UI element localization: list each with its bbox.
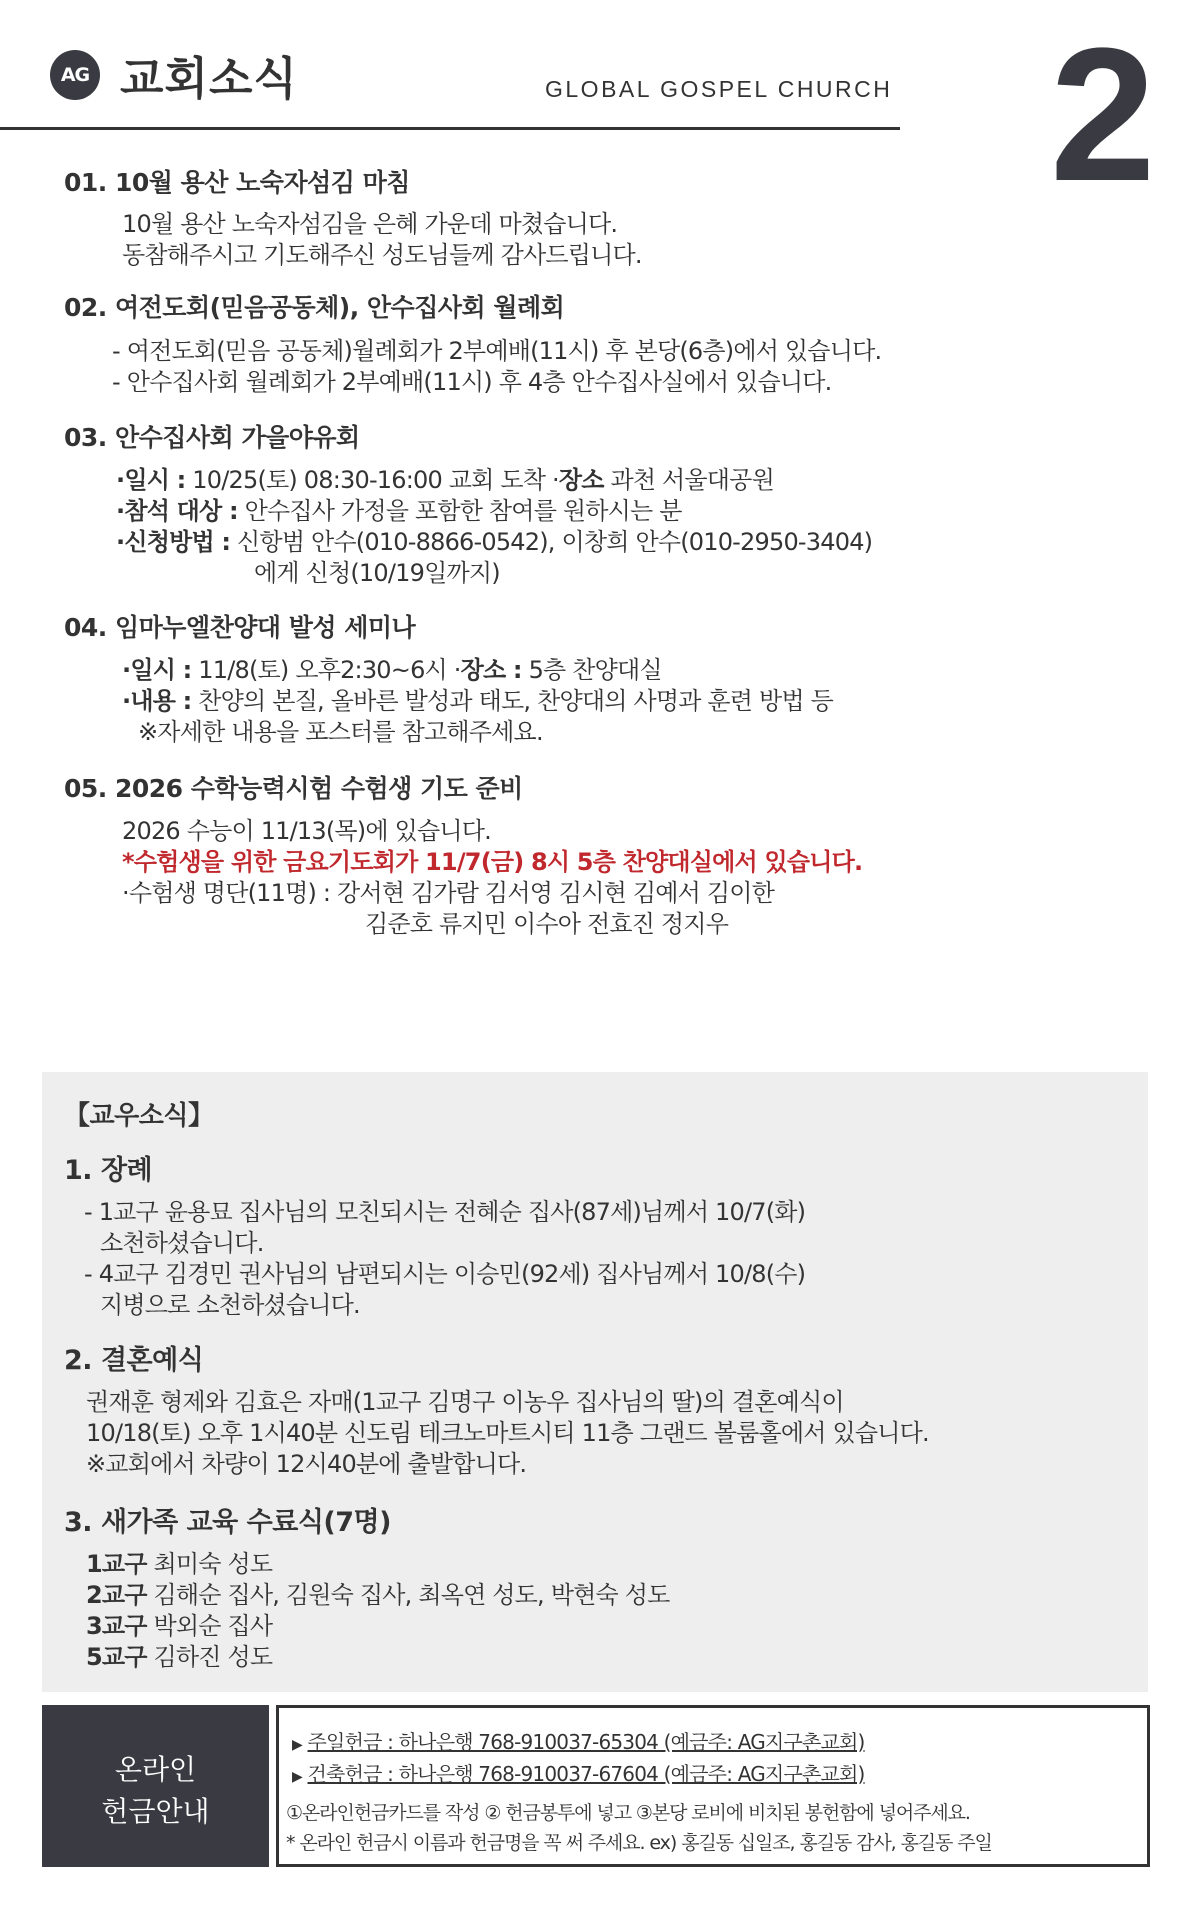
funeral-line-2: 소천하셨습니다. [100,1229,264,1257]
graduation-row-2-value: 김해순 집사, 김원숙 집사, 최옥연 성도, 박현숙 성도 [146,1581,670,1609]
page-number: 2 [1050,9,1156,221]
notice-3-apply-label: ·신청방법 : [116,528,231,556]
notice-4-place-label: 장소 : [460,656,522,684]
notice-3-schedule [116,460,774,495]
graduation-row-1 [86,1544,272,1579]
notice-4-note: ※자세한 내용을 포스터를 참고해주세요. [138,718,543,746]
notice-4-content-value: 찬양의 본질, 올바른 발성과 태도, 찬양대의 사명과 훈련 방법 등 [191,687,833,715]
offering-instructions: ①온라인헌금카드를 작성 ② 헌금봉투에 넣고 ③본당 로비에 비치된 봉헌함에 넣어주세요. [286,1802,970,1824]
church-logo: AG [50,50,100,100]
wedding-title: 2. 결혼예식 [64,1345,204,1376]
graduation-row-1-value: 최미숙 성도 [146,1550,273,1578]
notice-3-place-value: 과천 서울대공원 [603,466,774,494]
graduation-row-4-value: 김하진 성도 [146,1643,273,1671]
notice-1-line-1: 10월 용산 노숙자섬김을 은혜 가운데 마쳤습니다. [122,210,618,238]
online-offering-label-2: 헌금안내 [101,1795,210,1828]
notice-4-content [122,681,833,716]
notice-3-title: 03. 안수집사회 가을야유회 [64,423,360,452]
funeral-title: 1. 장례 [64,1155,153,1186]
notice-2-line-2: - 안수집사회 월례회가 2부예배(11시) 후 4층 안수집사실에서 있습니다. [112,368,832,396]
member-news-heading: 【교우소식】 [64,1101,214,1131]
sunday-offering-account [292,1726,865,1755]
wedding-line-1: 권재훈 형제와 김효은 자매(1교구 김명구 이농우 집사님의 딸)의 결혼예식이 [86,1388,844,1416]
notice-1-title: 01. 10월 용산 노숙자섬김 마침 [64,168,410,197]
graduation-row-4-label: 5교구 [86,1643,147,1671]
church-name: GLOBAL GOSPEL CHURCH [545,76,893,102]
header-divider [0,127,900,130]
notice-3-date-value: 10/25(토) 08:30-16:00 교회 도착 · [185,466,559,494]
notice-5-students: ·수험생 명단(11명) : 강서현 김가람 김서영 김시현 김예서 김이한 [122,879,775,907]
notice-2-line-1: - 여전도회(믿음 공동체)월례회가 2부예배(11시) 후 본당(6층)에서 있습니다. [112,337,882,365]
notice-4-date-value: 11/8(토) 오후2:30~6시 · [191,656,461,684]
arrow-right-icon: ▶ [292,1737,302,1753]
funeral-line-4: 지병으로 소천하셨습니다. [100,1291,360,1319]
notice-3-apply-value: 신항범 안수(010-8866-0542), 이창희 안수(010-2950-3404) [230,528,873,556]
funeral-line-1: - 1교구 윤용묘 집사님의 모친되시는 전혜순 집사(87세)님께서 10/7(화) [84,1198,806,1226]
notice-4-schedule [122,650,662,685]
graduation-row-1-label: 1교구 [86,1550,147,1578]
online-offering-label-box [42,1705,269,1867]
notice-5-students-cont: 김준호 류지민 이수아 전효진 정지우 [365,910,729,938]
notice-5-title: 05. 2026 수학능력시험 수험생 기도 준비 [64,774,523,803]
graduation-row-2-label: 2교구 [86,1581,147,1609]
arrow-right-icon: ▶ [292,1769,302,1785]
graduation-row-4 [86,1637,272,1672]
notice-3-target-label: ·참석 대상 : [116,497,238,525]
notice-3-target [116,491,682,526]
building-offering-text: 건축헌금 : 하나은행 768-910037-67604 (예금주: AG지구촌교회) [307,1762,865,1786]
offering-name-note: * 온라인 헌금시 이름과 헌금명을 꼭 써 주세요. ex) 홍길동 십일조, 홍길동 감사, 홍길동 주일 [286,1832,992,1854]
sunday-offering-text: 주일헌금 : 하나은행 768-910037-65304 (예금주: AG지구촌교회) [307,1730,865,1754]
graduation-row-3-value: 박외순 집사 [146,1612,273,1640]
graduation-row-3 [86,1606,272,1641]
graduation-row-2 [86,1575,669,1610]
notice-3-apply-cont: 에게 신청(10/19일까지) [254,559,500,587]
notice-5-prayer-note: *수험생을 위한 금요기도회가 11/7(금) 8시 5층 찬양대실에서 있습니다. [122,848,863,876]
notice-3-apply [116,522,872,557]
wedding-line-3: ※교회에서 차량이 12시40분에 출발합니다. [86,1450,527,1478]
page-title: 교회소식 [120,52,298,105]
notice-5-line-1: 2026 수능이 11/13(목)에 있습니다. [122,817,491,845]
funeral-line-3: - 4교구 김경민 권사님의 남편되시는 이승민(92세) 집사님께서 10/8(수) [84,1260,806,1288]
notice-1-line-2: 동참해주시고 기도해주신 성도님들께 감사드립니다. [122,241,642,269]
notice-4-date-label: ·일시 : [122,656,192,684]
notice-3-place-label: 장소 [558,466,604,494]
online-offering-label-1: 온라인 [114,1753,197,1786]
notice-3-target-value: 안수집사 가정을 포함한 참여를 원하시는 분 [237,497,682,525]
notice-4-place-value: 5층 찬양대실 [521,656,662,684]
notice-3-date-label: ·일시 : [116,466,186,494]
notice-4-title: 04. 임마누엘찬양대 발성 세미나 [64,613,416,642]
graduation-row-3-label: 3교구 [86,1612,147,1640]
notice-2-title: 02. 여전도회(믿음공동체), 안수집사회 월례회 [64,293,565,322]
notice-4-content-label: ·내용 : [122,687,192,715]
building-offering-account [292,1758,865,1787]
wedding-line-2: 10/18(토) 오후 1시40분 신도림 테크노마트시티 11층 그랜드 볼룸홀에서 있습니다. [86,1419,929,1447]
graduation-title: 3. 새가족 교육 수료식(7명) [64,1507,391,1538]
